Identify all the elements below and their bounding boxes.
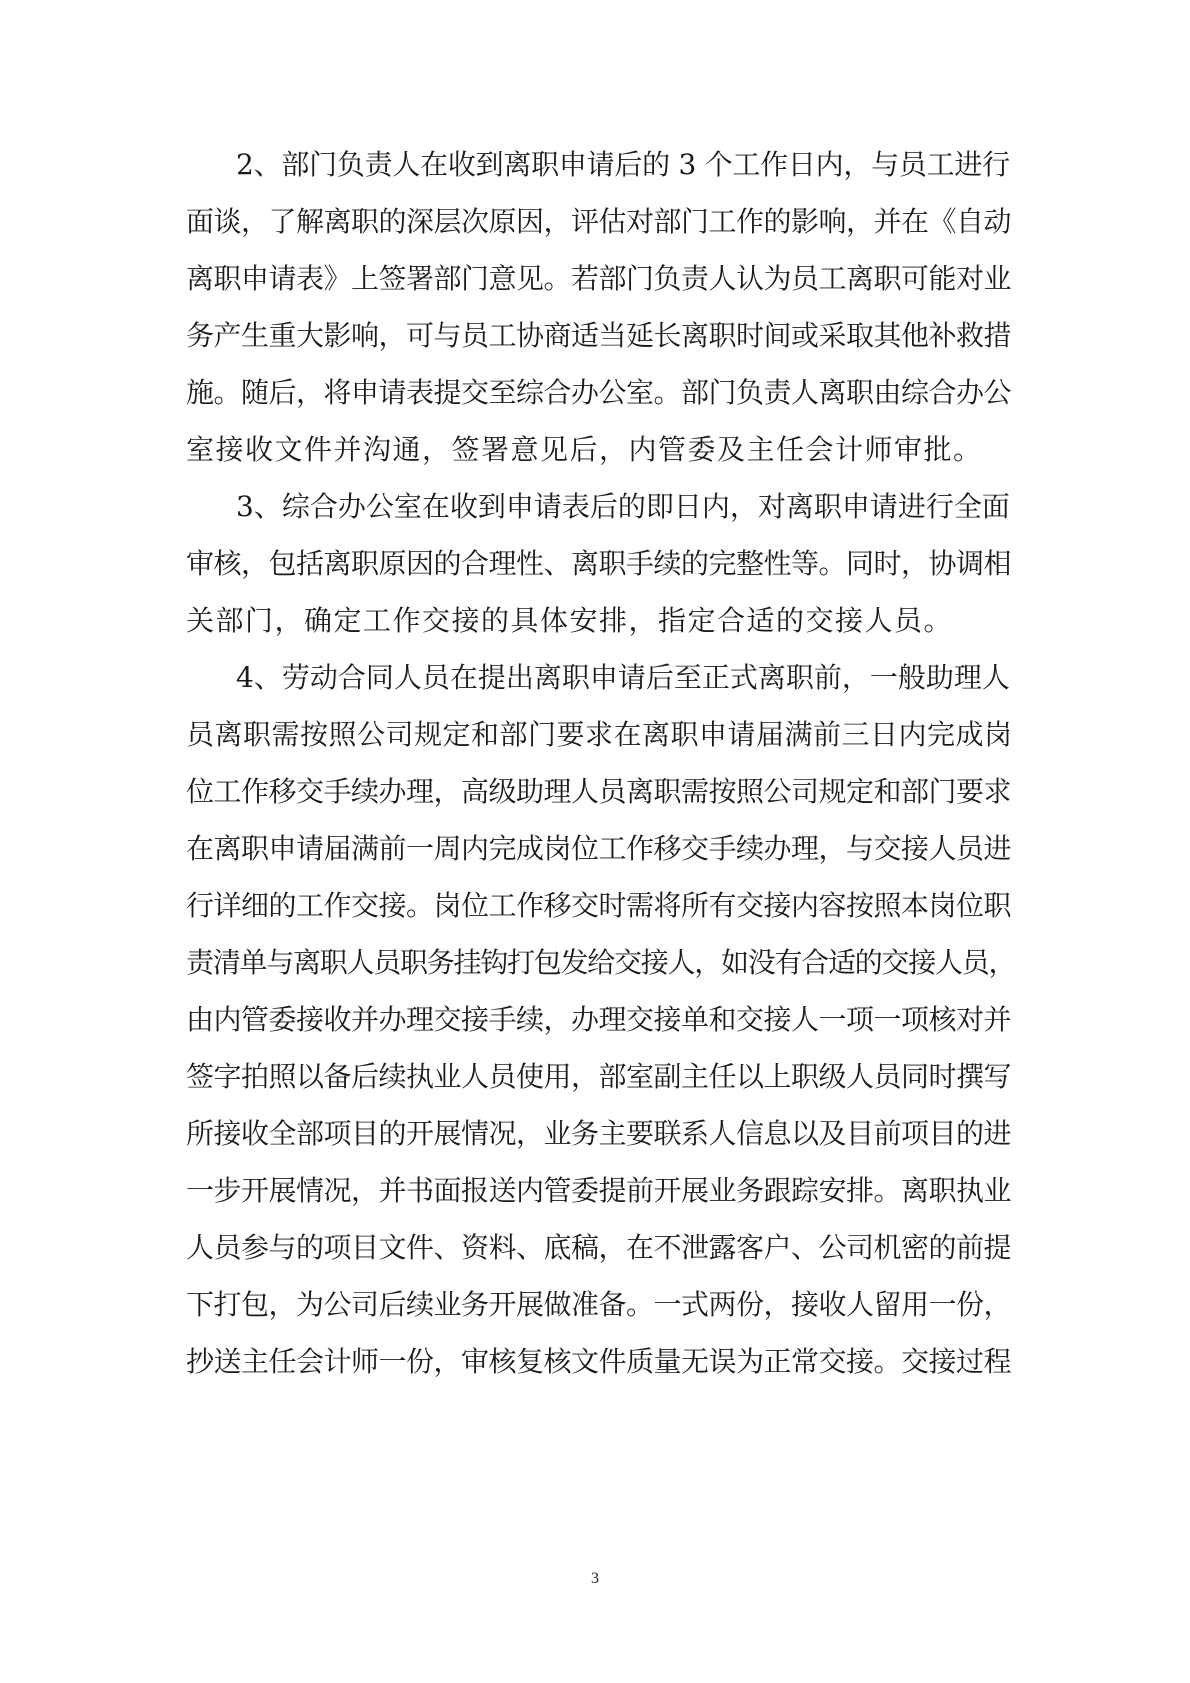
paragraph-3-line-2: 审核，包括离职原因的合理性、离职手续的完整性等。同时，协调相 bbox=[186, 547, 1012, 580]
paragraph-3-line-1: 3、综合办公室在收到申请表后的即日内，对离职申请进行全面 bbox=[236, 490, 1010, 523]
paragraph-4-line-6: 责清单与离职人员职务挂钩打包发给交接人，如没有合适的交接人员， bbox=[186, 946, 1016, 979]
paragraph-4-line-3: 位工作移交手续办理，高级助理人员离职需按照公司规定和部门要求 bbox=[186, 775, 1012, 808]
paragraph-4-line-5: 行详细的工作交接。岗位工作移交时需将所有交接内容按照本岗位职 bbox=[186, 889, 1012, 922]
page-number: 3 bbox=[591, 1570, 599, 1587]
paragraph-2-line-3: 离职申请表》上签署部门意见。若部门负责人认为员工离职可能对业 bbox=[186, 262, 1012, 295]
paragraph-4-line-1: 4、劳动合同人员在提出离职申请后至正式离职前，一般助理人 bbox=[236, 661, 1010, 694]
paragraph-2-line-4: 务产生重大影响，可与员工协商适当延长离职时间或采取其他补救措 bbox=[186, 319, 1012, 352]
paragraph-2-line-6: 室接收文件并沟通，签署意见后，内管委及主任会计师审批。 bbox=[186, 433, 983, 466]
paragraph-4-line-9: 所接收全部项目的开展情况，业务主要联系人信息以及目前项目的进 bbox=[186, 1117, 1012, 1150]
paragraph-4-line-7: 由内管委接收并办理交接手续，办理交接单和交接人一项一项核对并 bbox=[186, 1003, 1012, 1036]
paragraph-4-line-11: 人员参与的项目文件、资料、底稿，在不泄露客户、公司机密的前提 bbox=[186, 1231, 1012, 1264]
paragraph-4-line-2: 员离职需按照公司规定和部门要求在离职申请届满前三日内完成岗 bbox=[186, 718, 1013, 751]
paragraph-2-line-2: 面谈，了解离职的深层次原因，评估对部门工作的影响，并在《自动 bbox=[186, 205, 1012, 238]
paragraph-4-line-10: 一步开展情况，并书面报送内管委提前开展业务跟踪安排。离职执业 bbox=[186, 1174, 1012, 1207]
paragraph-2-line-5: 施。随后，将申请表提交至综合办公室。部门负责人离职由综合办公 bbox=[186, 376, 1012, 409]
paragraph-4-line-13: 抄送主任会计师一份，审核复核文件质量无误为正常交接。交接过程 bbox=[186, 1345, 1012, 1378]
paragraph-4-line-12: 下打包，为公司后续业务开展做准备。一式两份，接收人留用一份， bbox=[186, 1288, 1012, 1321]
paragraph-3-line-3: 关部门，确定工作交接的具体安排，指定合适的交接人员。 bbox=[186, 604, 954, 637]
paragraph-2-line-1: 2、部门负责人在收到离职申请后的 3 个工作日内，与员工进行 bbox=[236, 148, 1010, 181]
paragraph-4-line-4: 在离职申请届满前一周内完成岗位工作移交手续办理，与交接人员进 bbox=[186, 832, 1012, 865]
paragraph-4-line-8: 签字拍照以备后续执业人员使用，部室副主任以上职级人员同时撰写 bbox=[186, 1060, 1012, 1093]
